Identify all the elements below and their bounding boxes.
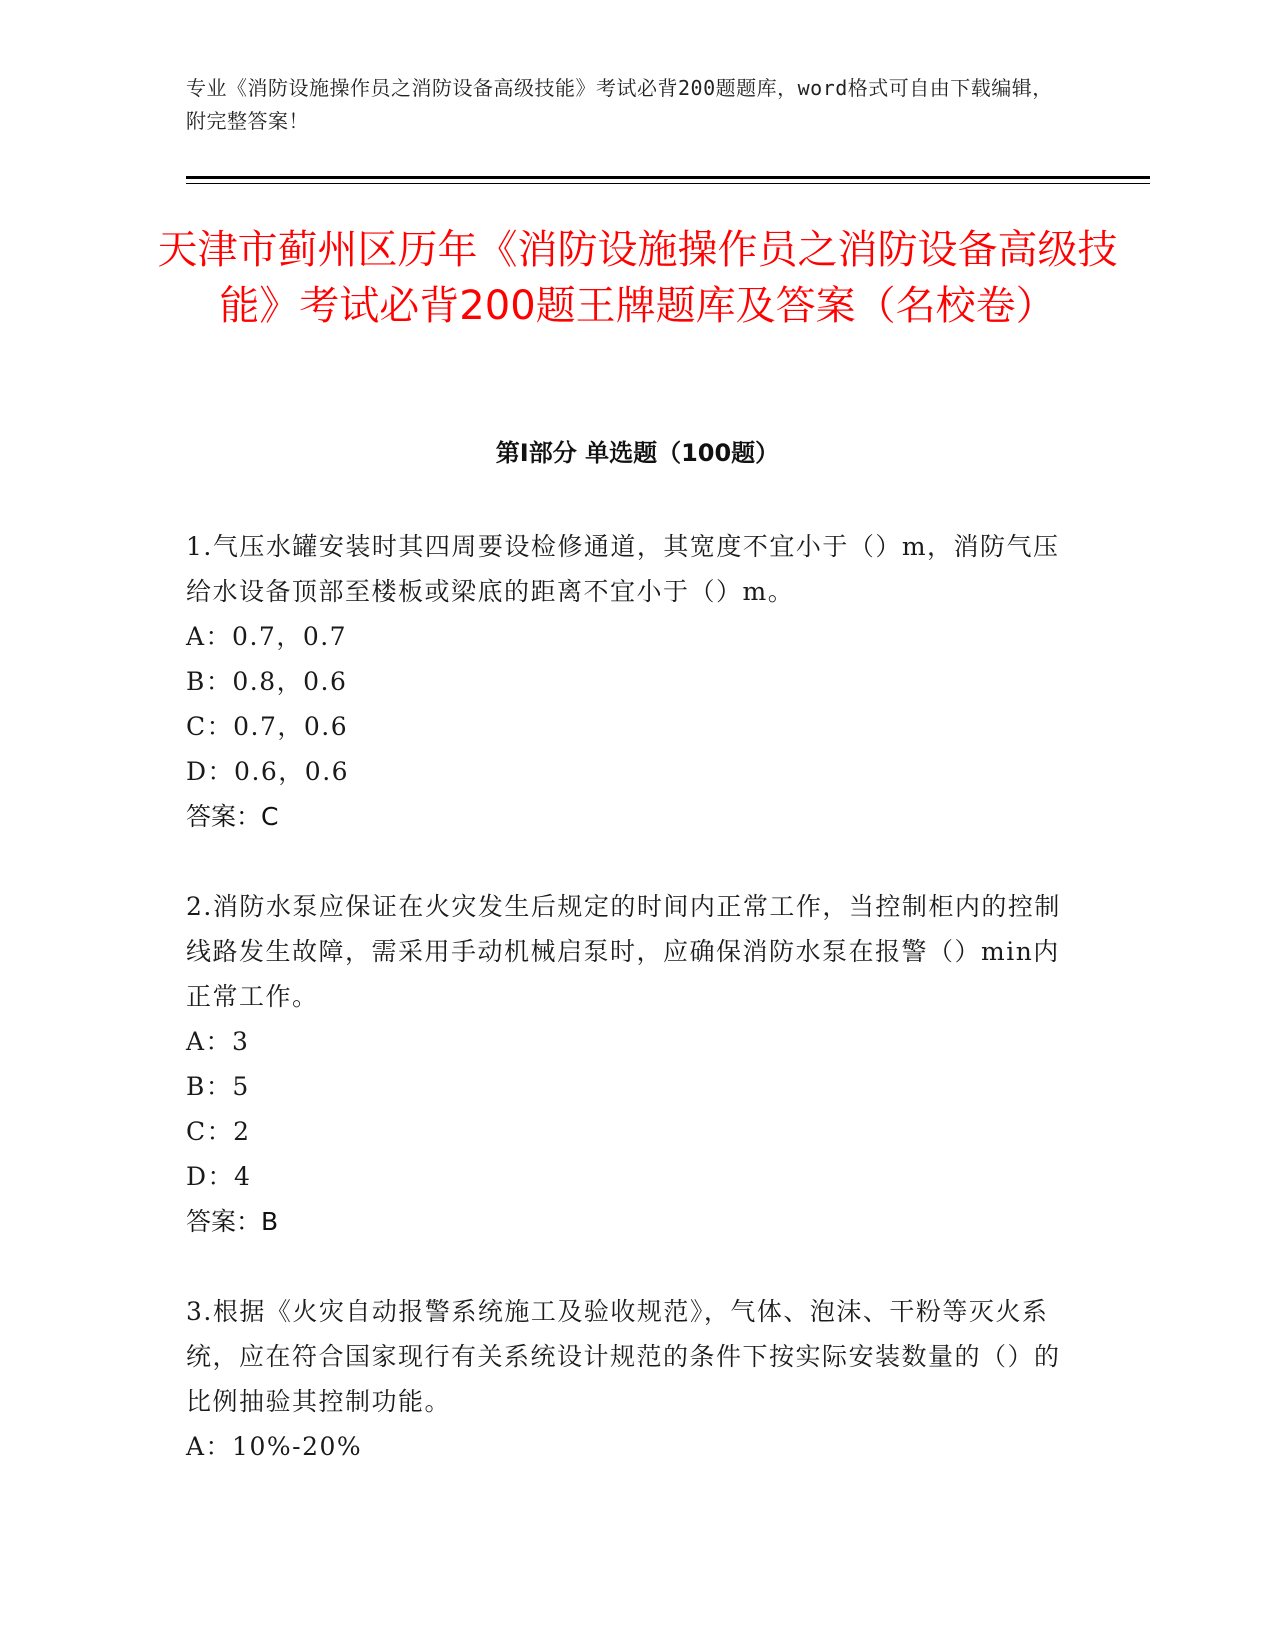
question-list [186, 524, 1066, 1469]
option-c: C：2 [186, 1117, 251, 1146]
question-stem: 3.根据《火灾自动报警系统施工及验收规范》，气体、泡沫、干粉等灭火系统，应在符合国家现行有关系统设计规范的条件下按实际安装数量的（）的比例抽验其控制功能。 [186, 1297, 1061, 1416]
option-a: A：0.7，0.7 [186, 622, 348, 651]
answer: 答案：B [186, 1207, 279, 1236]
question-2 [186, 884, 1066, 1244]
question-3 [186, 1289, 1066, 1469]
question-spacer [186, 1244, 1066, 1289]
option-d: D：4 [186, 1162, 252, 1191]
option-b: B：0.8，0.6 [186, 667, 348, 696]
question-stem: 2.消防水泵应保证在火灾发生后规定的时间内正常工作，当控制柜内的控制线路发生故障，需采用手动机械启泵时，应确保消防水泵在报警（）min内正常工作。 [186, 892, 1061, 1011]
question-1 [186, 524, 1066, 839]
document-title: 天津市蓟州区历年《消防设施操作员之消防设备高级技能》考试必背200题王牌题库及答案（名校卷） [157, 227, 1118, 329]
question-stem: 1.气压水罐安装时其四周要设检修通道，其宽度不宜小于（）m，消防气压给水设备顶部至楼板或梁底的距离不宜小于（）m。 [186, 532, 1060, 606]
option-c: C：0.7，0.6 [186, 712, 349, 741]
header-note: 专业《消防设施操作员之消防设备高级技能》考试必背200题题库，word格式可自由下载编辑，附完整答案！ [186, 76, 1053, 133]
answer: 答案：C [186, 802, 279, 831]
header-divider-thick [186, 176, 1150, 179]
option-a: A：3 [186, 1027, 250, 1056]
header-divider-thin [186, 183, 1150, 184]
section-title: 第Ⅰ部分 单选题（100题） [495, 439, 780, 467]
option-d: D：0.6，0.6 [186, 757, 350, 786]
option-b: B：5 [186, 1072, 250, 1101]
question-spacer [186, 839, 1066, 884]
option-a: A：10%-20% [186, 1432, 363, 1461]
